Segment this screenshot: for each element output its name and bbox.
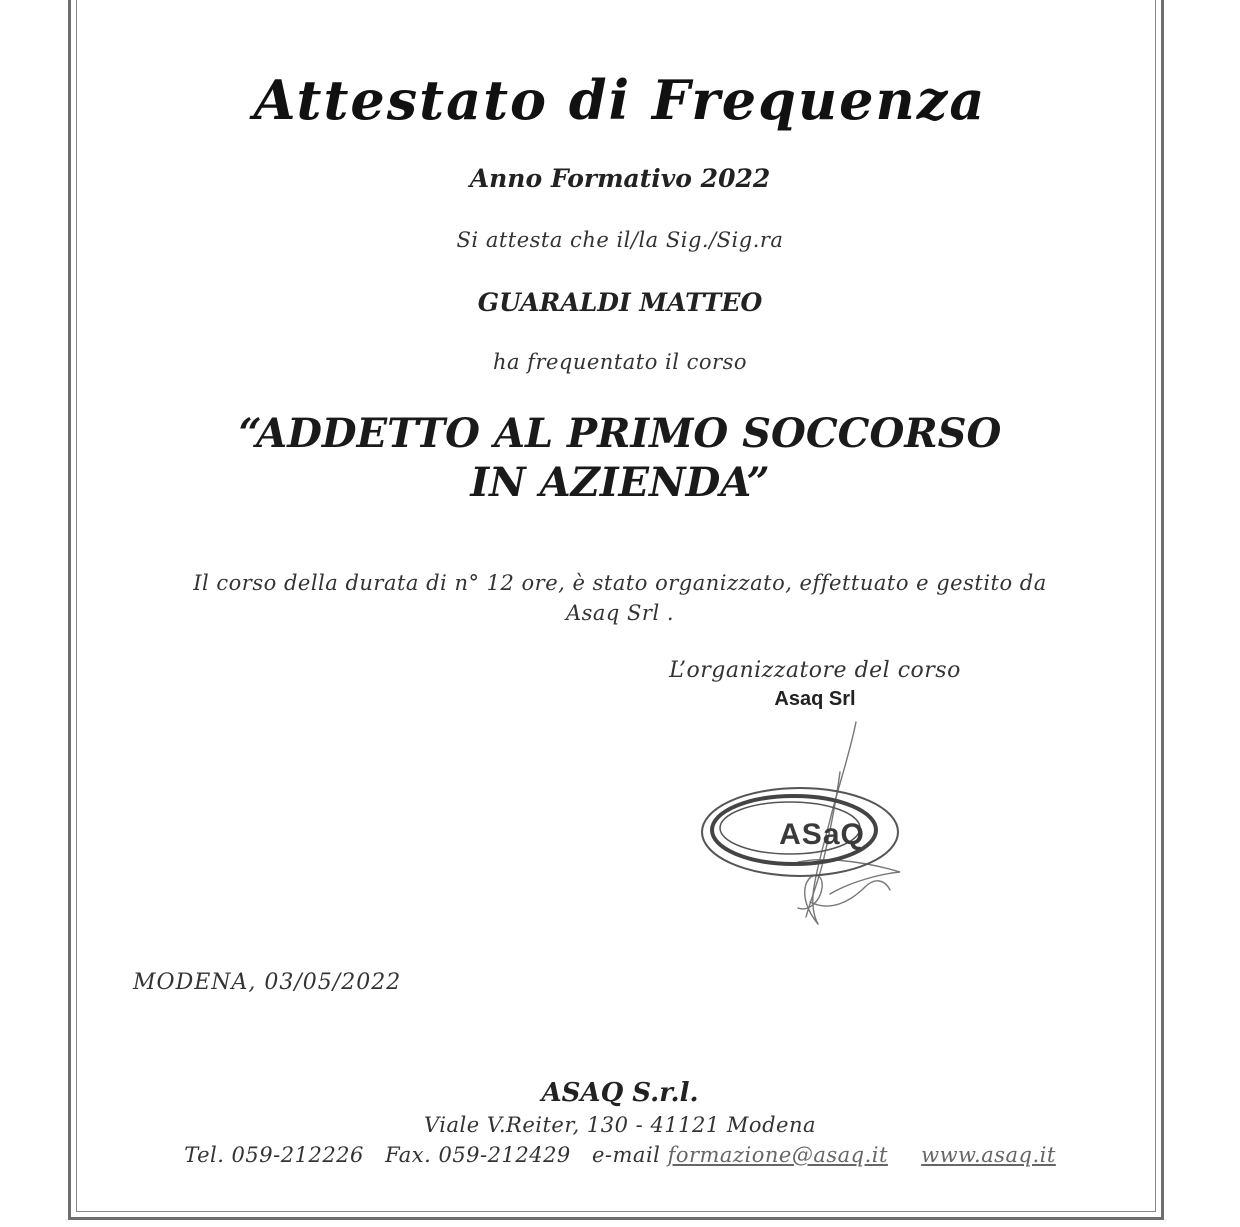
course-title-line2: IN AZIENDA” <box>470 459 770 506</box>
footer-email-label: e-mail <box>591 1143 661 1167</box>
place-date: MODENA, 03/05/2022 <box>133 970 402 995</box>
footer-address: Viale V.Reiter, 130 - 41121 Modena <box>424 1113 816 1137</box>
footer-company: ASAQ S.r.l. <box>541 1078 699 1108</box>
participant-name: GUARALDI MATTEO <box>477 288 763 317</box>
certificate-title: Attestato di Frequenza <box>253 68 987 132</box>
training-year: Anno Formativo 2022 <box>469 164 771 193</box>
duration-text-line1: Il corso della durata di n° 12 ore, è stato organizzato, effettuato e gestito da <box>193 571 1047 595</box>
footer-contacts <box>0 1143 1240 1167</box>
organizer-name: Asaq Srl <box>774 688 856 710</box>
footer-website-link[interactable]: www.asaq.it <box>921 1143 1056 1167</box>
footer-fax: Fax. 059-212429 <box>385 1143 571 1167</box>
duration-text-line2: Asaq Srl . <box>565 601 675 625</box>
signature-stamp <box>690 712 930 942</box>
attestation-intro: Si attesta che il/la Sig./Sig.ra <box>456 228 784 252</box>
asaq-logo-text: ASaQ <box>779 818 865 851</box>
footer-email-link[interactable]: formazione@asaq.it <box>667 1143 888 1167</box>
footer-tel: Tel. 059-212226 <box>184 1143 364 1167</box>
organizer-role: L’organizzatore del corso <box>669 658 961 683</box>
attended-text: ha frequentato il corso <box>492 350 748 374</box>
course-title-line1: “ADDETTO AL PRIMO SOCCORSO <box>238 410 1002 457</box>
